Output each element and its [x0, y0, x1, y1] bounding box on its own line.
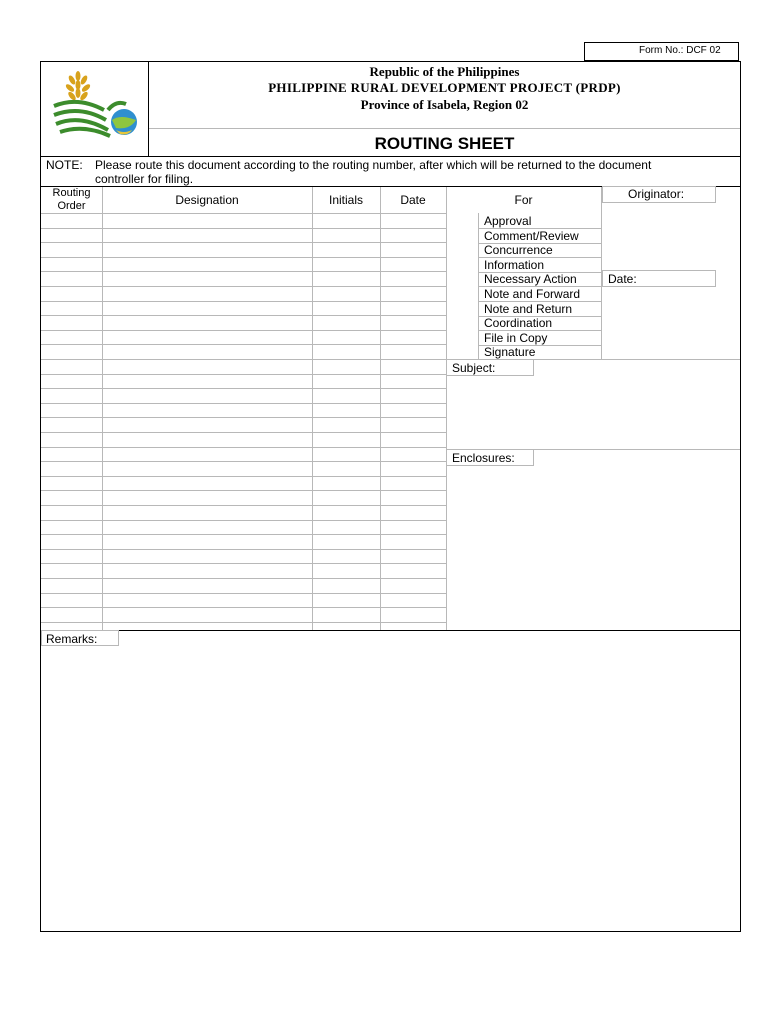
note-label: NOTE: — [46, 158, 83, 172]
form-title: ROUTING SHEET — [374, 134, 515, 153]
for-option-information: Information — [484, 258, 545, 272]
form-number: Form No.: DCF 02 — [639, 45, 721, 56]
col-routing-order-1: Routing — [52, 187, 91, 199]
prdp-logo — [50, 70, 142, 138]
col-designation: Designation — [175, 193, 239, 207]
header-title-separator — [149, 128, 740, 129]
for-option-file-in-copy: File in Copy — [484, 331, 548, 345]
note-line-1: Please route this document according to the routing number, after which will be returned to the document — [95, 158, 652, 172]
table-bottom-line — [41, 630, 740, 631]
routing-col-sep-3 — [380, 187, 381, 630]
field-lines-icon — [54, 102, 110, 136]
for-option-approval: Approval — [484, 214, 532, 228]
col-initials: Initials — [328, 193, 363, 207]
enclosures-label: Enclosures: — [452, 451, 515, 465]
globe-icon — [111, 109, 137, 135]
for-option-concurrence: Concurrence — [484, 243, 553, 257]
for-option-note-and-forward: Note and Forward — [484, 287, 581, 301]
for-option-signature: Signature — [484, 345, 536, 359]
note-line-2: controller for filing. — [95, 172, 194, 186]
routing-col-sep-2 — [312, 187, 313, 630]
for-option-necessary-action: Necessary Action — [484, 272, 577, 286]
subject-label: Subject: — [452, 361, 496, 375]
col-date: Date — [400, 193, 426, 207]
routing-col-sep-1 — [102, 187, 103, 630]
routing-col-sep-4 — [446, 187, 447, 630]
for-option-note-and-return: Note and Return — [484, 302, 573, 316]
header-row-bottom — [41, 213, 446, 214]
wheat-icon — [65, 71, 92, 101]
col-routing-order-2: Order — [57, 200, 86, 212]
col-for: For — [514, 193, 533, 207]
header-project: PHILIPPINE RURAL DEVELOPMENT PROJECT (PRDP) — [268, 80, 621, 95]
for-option-coordination: Coordination — [484, 316, 553, 330]
header-province: Province of Isabela, Region 02 — [360, 97, 529, 112]
for-option-comment-review: Comment/Review — [484, 229, 579, 243]
remarks-label: Remarks: — [46, 632, 98, 646]
originator-label: Originator: — [628, 187, 685, 201]
header-bottom-line — [41, 156, 740, 157]
header-republic: Republic of the Philippines — [369, 64, 520, 79]
date-label: Date: — [608, 272, 637, 286]
